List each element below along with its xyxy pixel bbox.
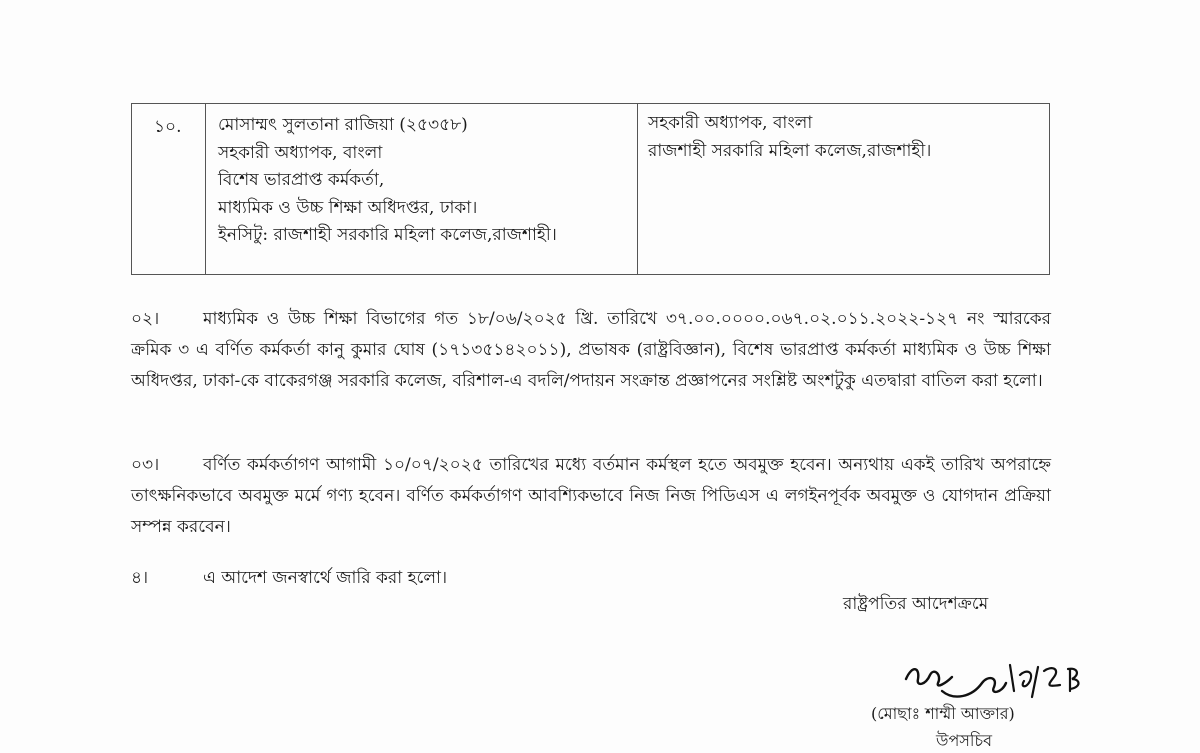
paragraph-3 bbox=[131, 450, 1051, 543]
paragraph-text: মাধ্যমিক ও উচ্চ শিক্ষা বিভাগের গত ১৮/০৬/২০২৫ খ্রি. তারিখে ৩৭.০০.০০০০.০৬৭.০২.০১১.২০২২-১২৭ নং স্মারকের ক্রমিক ৩ এ বর্ণিত কর্মকর্তা কানু কুমার ঘোষ (১৭১৩৫১৪২০১১), প্রভাষক (রাষ্ট্রবিজ্ঞান), বিশেষ ভারপ্রাপ্ত কর্মকর্তা মাধ্যমিক ও উচ্চ শিক্ষা অধিদপ্তর, ঢাকা-কে বাকেরগঞ্জ সরকারি কলেজ, বরিশাল-এ বদলি/পদায়ন সংক্রান্ত প্রজ্ঞাপনের সংশ্লিষ্ট অংশটুকু এতদ্বারা বাতিল করা হলো। bbox=[131, 309, 1051, 391]
transfer-table bbox=[131, 103, 1050, 275]
signer-designation: উপসচিব bbox=[936, 731, 993, 750]
order-statement: রাষ্ট্রপতির আদেশক্রমে bbox=[843, 594, 989, 614]
table-cell-new-posting bbox=[648, 110, 1048, 165]
officer-designation: সহকারী অধ্যাপক, বাংলা bbox=[218, 142, 383, 163]
table-cell-serial: ১০. bbox=[154, 117, 182, 137]
table-cell-current-posting bbox=[218, 112, 638, 250]
paragraph-2 bbox=[131, 304, 1051, 397]
paragraph-text: বর্ণিত কর্মকর্তাগণ আগামী ১০/০৭/২০২৫ তারিখের মধ্যে বর্তমান কর্মস্থল হতে অবমুক্ত হবেন। অন্যথায় একই তারিখ অপরাহ্নে তাৎক্ষনিকভাবে অবমুক্ত মর্মে গণ্য হবেন। বর্ণিত কর্মকর্তাগণ আবশ্যিকভাবে নিজ নিজ পিডিএস এ লগইনপূর্বক অবমুক্ত ও যোগদান প্রক্রিয়া সম্পন্ন করবেন। bbox=[131, 455, 1051, 537]
new-workplace: রাজশাহী সরকারি মহিলা কলেজ,রাজশাহী। bbox=[648, 140, 932, 161]
officer-special-duty: বিশেষ ভারপ্রাপ্ত কর্মকর্তা, bbox=[218, 170, 385, 190]
signer-name: (মোছাঃ শাম্মী আক্তার) bbox=[871, 704, 1015, 723]
officer-name: মোসাম্মৎ সুলতানা রাজিয়া (২৫৩৫৮) bbox=[218, 115, 468, 135]
paragraph-number: ০৩। bbox=[131, 455, 160, 475]
officer-insitu: ইনসিটু: রাজশাহী সরকারি মহিলা কলেজ,রাজশাহী। bbox=[218, 225, 557, 245]
paragraph-number: ০২। bbox=[131, 309, 160, 329]
officer-directorate: মাধ্যমিক ও উচ্চ শিক্ষা অধিদপ্তর, ঢাকা। bbox=[218, 197, 478, 218]
table-column-divider bbox=[205, 104, 206, 274]
paragraph-4 bbox=[131, 563, 1051, 594]
new-designation: সহকারী অধ্যাপক, বাংলা bbox=[648, 113, 813, 133]
paragraph-text: এ আদেশ জনস্বার্থে জারি করা হলো। bbox=[203, 568, 448, 588]
paragraph-number: ৪। bbox=[131, 568, 149, 588]
